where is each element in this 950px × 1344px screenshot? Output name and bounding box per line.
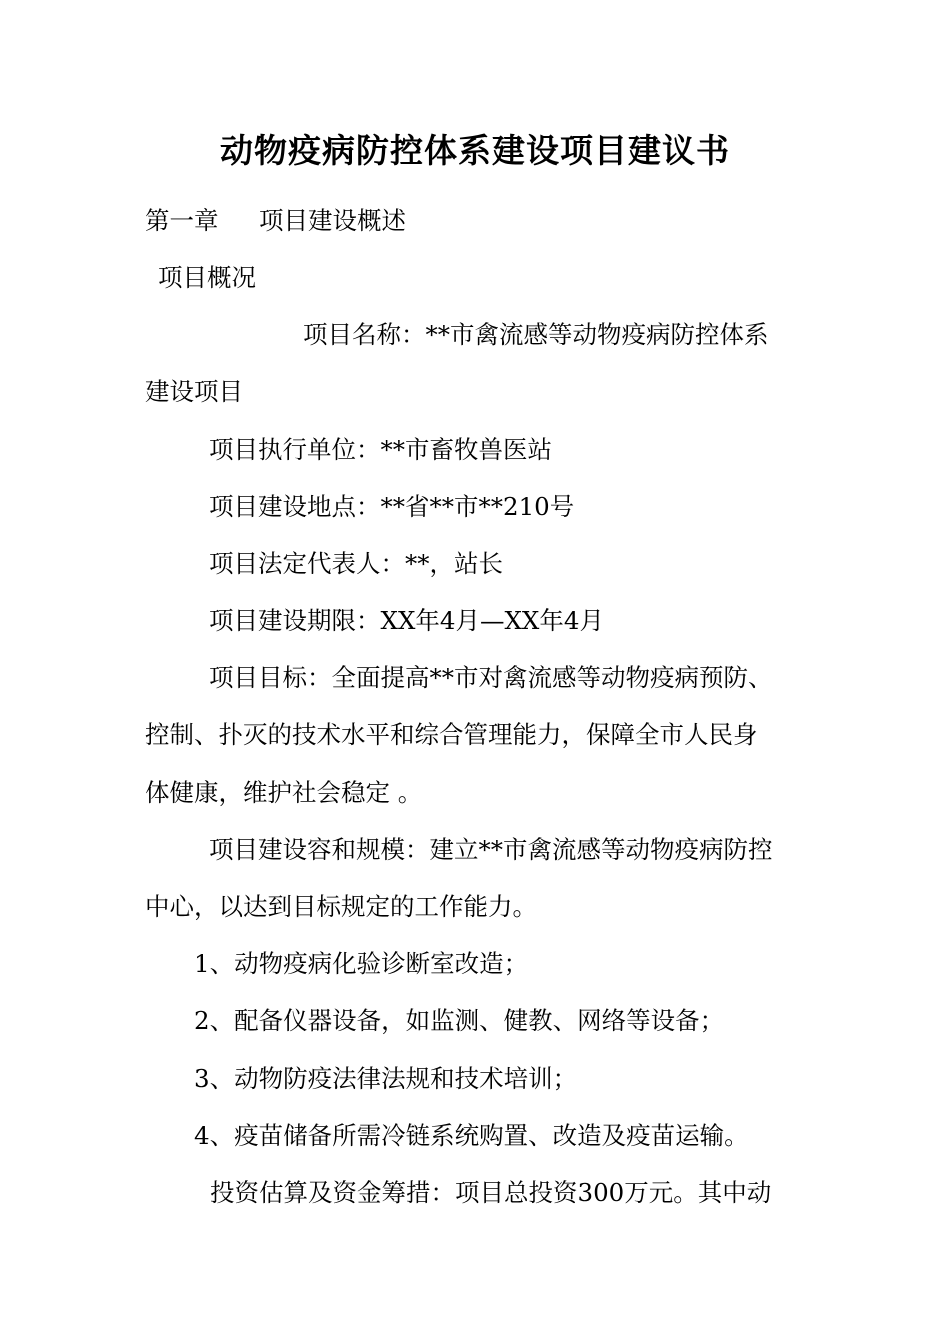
- list-item: 1、动物疫病化验诊断室改造；: [194, 949, 529, 978]
- document-title: 动物疫病防控体系建设项目建议书: [220, 131, 730, 170]
- chapter-number: 第一章: [145, 206, 219, 235]
- scope-line-1: 项目建设容和规模：建立**市禽流感等动物疫病防控: [209, 835, 773, 864]
- project-name-line-2: 建设项目: [145, 377, 243, 406]
- goal-line-3: 体健康，维护社会稳定 。: [145, 778, 423, 807]
- project-period: 项目建设期限：XX年4月—XX年4月: [209, 606, 604, 635]
- legal-representative: 项目法定代表人：**，站长: [209, 549, 503, 578]
- list-item: 3、动物防疫法律法规和技术培训；: [194, 1064, 578, 1093]
- chapter-title: 项目建设概述: [259, 206, 406, 235]
- section-heading: 项目概况: [158, 263, 256, 292]
- project-name-line-1: 项目名称：**市禽流感等动物疫病防控体系: [303, 320, 769, 349]
- chapter-heading: [145, 203, 406, 239]
- list-item: 4、疫苗储备所需冷链系统购置、改造及疫苗运输。: [194, 1121, 749, 1150]
- goal-line-1: 项目目标：全面提高**市对禽流感等动物疫病预防、: [209, 663, 773, 692]
- project-location: 项目建设地点：**省**市**210号: [209, 492, 575, 521]
- goal-line-2: 控制、扑灭的技术水平和综合管理能力，保障全市人民身: [145, 720, 758, 749]
- scope-line-2: 中心，以达到目标规定的工作能力。: [145, 892, 537, 921]
- list-item: 2、配备仪器设备，如监测、健教、网络等设备；: [194, 1006, 725, 1035]
- investment-line-1: 投资估算及资金筹措：项目总投资300万元。其中动: [210, 1178, 772, 1207]
- executing-unit: 项目执行单位：**市畜牧兽医站: [209, 435, 552, 464]
